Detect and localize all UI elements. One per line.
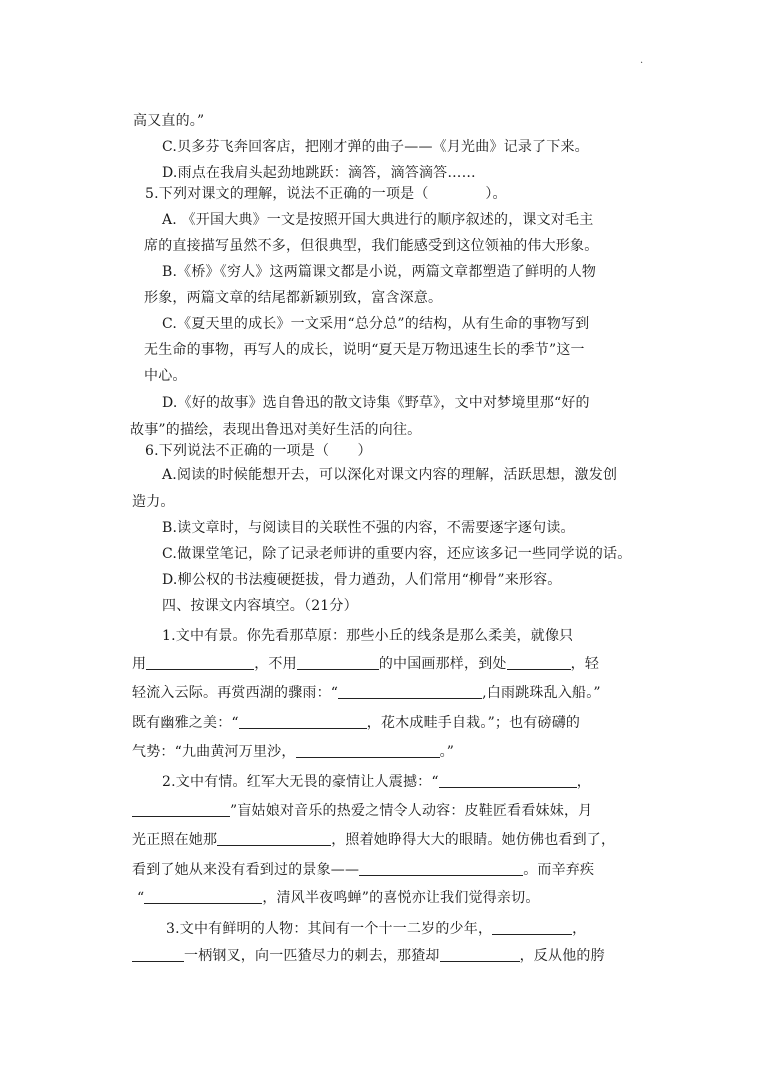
text-line: 席的直接描写虽然不多，但很典型，我们能感受到这位领袖的伟大形象。 [144,238,599,254]
text-line: D.雨点在我肩头起劲地跳跃：滴答，滴答滴答…… [162,165,476,181]
answer-blank[interactable] [359,861,523,876]
answer-blank[interactable] [239,714,367,729]
answer-blank[interactable] [132,802,230,817]
fill-line: 一柄钢叉，向一匹猹尽力的刺去，那猹却 ，反从他的胯 [132,946,605,966]
question-5: 5.下列对课文的理解，说法不正确的一项是（ ）。 [145,186,507,202]
text-line: 故事”的描绘，表现出鲁迅对美好生活的向往。 [130,422,422,438]
question-6: 6.下列说法不正确的一项是（ ） [145,443,372,459]
answer-blank[interactable] [217,831,331,846]
fill-line: 轻流入云际。再赏西湖的骤雨：“ ,白雨跳珠乱入船。” [132,685,601,701]
text-line: C.《夏天里的成长》一文采用“总分总”的结构，从有生命的事物写到 [162,316,590,332]
answer-blank[interactable] [146,655,254,670]
text-line: B.读文章时，与阅读目的关联性不强的内容，不需要逐字逐句读。 [162,520,575,536]
text-line: A.阅读的时候能想开去，可以深化对课文内容的理解，活跃思想，激发创 [162,467,618,483]
fill-line: 气势：“九曲黄河万里沙， 。” [132,744,455,760]
fill-line: ”盲姑娘对音乐的热爱之情令人动容：皮鞋匠看看妹妹，月 [132,801,592,821]
text-line: B.《桥》《穷人》这两篇课文都是小说，两篇文章都塑造了鲜明的人物 [162,264,597,280]
answer-blank[interactable] [297,655,379,670]
answer-blank[interactable] [492,920,572,935]
page-dot: · [640,58,644,69]
text-line: 造力。 [132,494,175,510]
answer-blank[interactable] [440,947,520,962]
answer-blank[interactable] [338,684,482,699]
text-line: A. 《开国大典》一文是按照开国大典进行的顺序叙述的，课文对毛主 [162,212,594,228]
answer-blank[interactable] [296,743,440,758]
text-line: D.柳公权的书法瘦硬挺拔，骨力遒劲，人们常用“柳骨”来形容。 [162,572,562,588]
fill-line: 2.文中有情。红军大无畏的豪情让人震撼：“ ， [162,774,591,790]
answer-blank[interactable] [144,889,262,904]
text-line: C.贝多芬飞奔回客店，把刚才弹的曲子——《月光曲》记录了下来。 [162,139,589,155]
fill-line: 3.文中有鲜明的人物：其间有一个十一二岁的少年， ， [166,921,587,937]
text-line: D.《好的故事》选自鲁迅的散文诗集《野草》，文中对梦境里那“好的 [162,395,590,411]
text-line: C.做课堂笔记，除了记录老师讲的重要内容，还应该多记一些同学说的话。 [162,546,632,562]
text-line: 高又直的。” [133,113,205,129]
answer-blank[interactable] [507,655,571,670]
text-line: 中心。 [144,368,187,384]
text-line: 1.文中有景。你先看那草原：那些小丘的线条是那么柔美，就像只 [162,628,574,644]
text-line: 形象，两篇文章的结尾都新颖别致，富含深意。 [144,290,443,306]
text-line: 无生命的事物，再写人的成长，说明“夏天是万物迅速生长的季节”这一 [144,342,585,358]
fill-line: 看到了她从来没有看到过的景象—— 。而辛弃疾 [132,862,595,878]
answer-blank[interactable] [132,947,184,962]
answer-blank[interactable] [439,773,577,788]
fill-line: 既有幽雅之美：“ ，花木成畦手自栽。”；也有磅礴的 [132,715,581,731]
section-heading: 四、按课文内容填空。（21分） [162,598,358,614]
fill-line: “ ，清风半夜鸣蝉”的喜悦亦让我们觉得亲切。 [137,890,540,906]
fill-line: 用 ，不用 的中国画那样，到处 ，轻 [132,656,600,672]
fill-line: 光正照在她那 ，照着她睁得大大的眼睛。她仿佛也看到了， [132,832,616,848]
